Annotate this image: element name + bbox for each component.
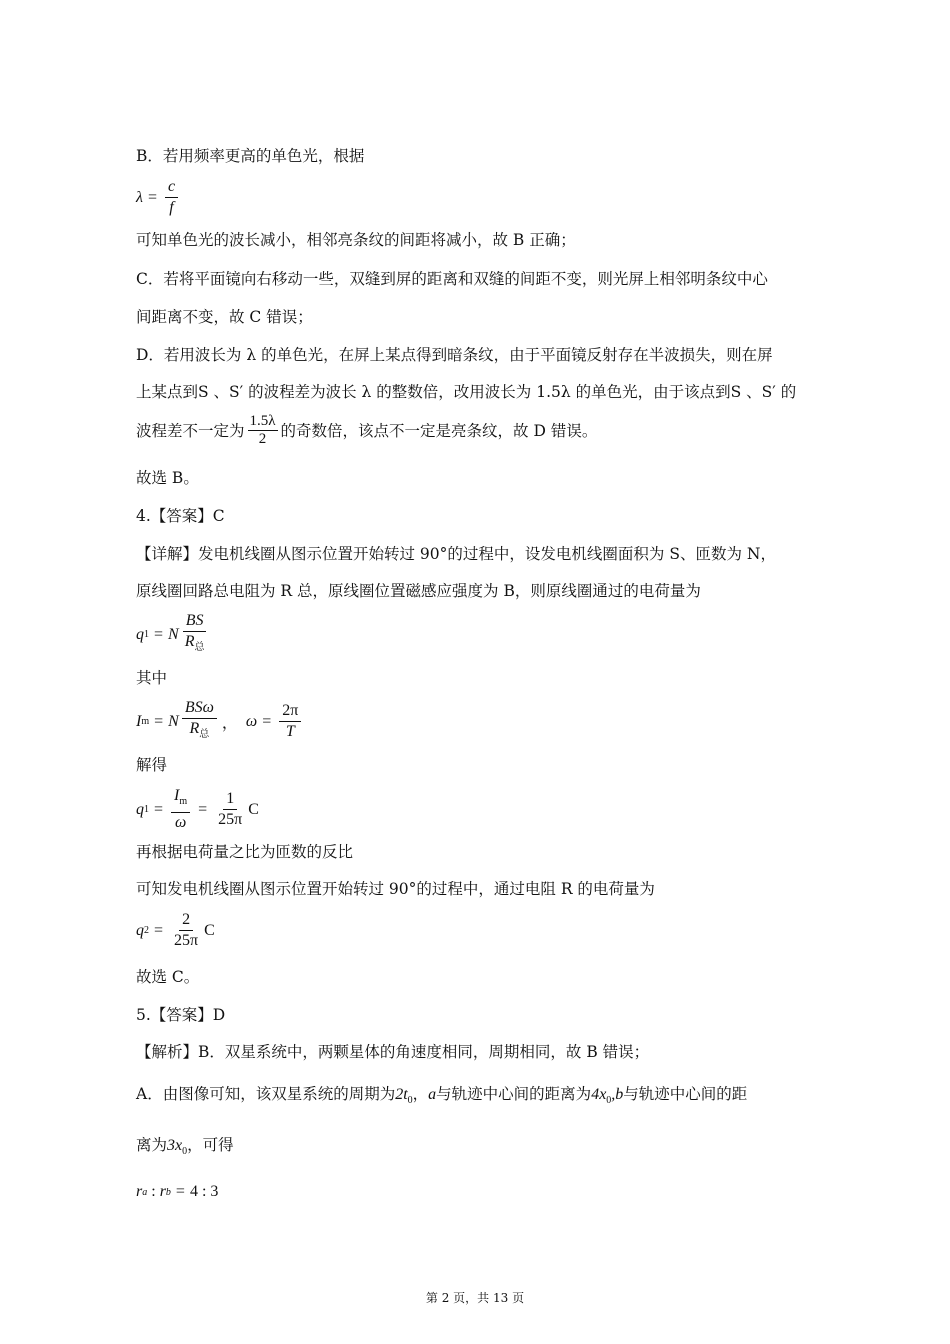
option-d-text-3: 波程差不一定为 $\frac{1.5\lambda}{2}$ 的奇数倍，该点不一定是亮条纹，故 D 错误。: [136, 413, 598, 447]
option-b-heading: B．若用频率更高的单色光，根据: [136, 147, 365, 165]
option-b-text: 可知单色光的波长减小，相邻亮条纹的间距将减小，故 B 正确；: [136, 231, 576, 249]
path-difference-fraction: $\frac{1.5\lambda}{2}$: [249, 413, 276, 447]
choose-c: 故选 C。: [136, 968, 200, 986]
ratio-text: 再根据电荷量之比为匝数的反比: [136, 843, 354, 861]
q5-detail: 【解析】B．双星系统中，两颗星体的角速度相同，周期相同，故 B 错误；: [136, 1043, 650, 1061]
option-a-text-2: 离为 $3x_0$ ，可得: [136, 1136, 234, 1157]
radius-ratio-formula: r a : r b = 4 : 3: [136, 1183, 219, 1200]
im-formula: I m = N $\frac{\text{BSω}}{R_总}$ ， ω = $\frac{2\pi}{T}$: [136, 699, 304, 744]
option-a-text-1: A．由图像可知，该双星系统的周期为 $2t_0$ ， a 与轨迹中心间的距离为 $4x_0$ ,b 与轨迹中心间的距: [136, 1085, 748, 1106]
q1-solution-formula: q 1 = $\frac{I_m}{\omega}$ = $\frac{1}{25\pi}$ C: [136, 787, 259, 831]
page-footer: 第 2 页，共 13 页: [425, 1291, 525, 1305]
q2-formula: q 2 = $\frac{2}{25\pi}$ C: [136, 911, 215, 949]
option-d-text-2: 上某点到S 、S′ 的波程差为波长 λ 的整数倍，改用波长为 1.5λ 的单色光，由于该点到S 、S′ 的: [136, 383, 797, 401]
lambda-formula: λ = $\frac{c}{f}$: [136, 178, 181, 217]
option-c-text-2: 间距离不变，故 C 错误；: [136, 308, 313, 326]
q1-formula: q 1 = N $\frac{BS}{R_总}$: [136, 612, 205, 653]
q2-text: 可知发电机线圈从图示位置开始转过 90°的过程中，通过电阻 R 的电荷量为: [136, 880, 655, 898]
choose-b: 故选 B。: [136, 469, 199, 487]
option-d-text-1: D．若用波长为 λ 的单色光，在屏上某点得到暗条纹，由于平面镜反射存在半波损失，则在屏: [136, 346, 773, 364]
q4-detail-2: 原线圈回路总电阻为 R 总，原线圈位置磁感应强度为 B，则原线圈通过的电荷量为: [136, 582, 701, 600]
q4-detail-1: 【详解】发电机线圈从图示位置开始转过 90°的过程中，设发电机线圈面积为 S、匝数为 N，: [136, 545, 776, 563]
qizhong-label: 其中: [136, 669, 168, 687]
q4-answer: 4.【答案】C: [136, 507, 225, 525]
lambda-fraction: $\frac{c}{f}$: [165, 178, 178, 217]
q5-answer: 5.【答案】D: [136, 1006, 226, 1024]
option-c-text-1: C．若将平面镜向右移动一些，双缝到屏的距离和双缝的间距不变，则光屏上相邻明条纹中心: [136, 270, 768, 288]
jiede-label: 解得: [136, 756, 168, 774]
